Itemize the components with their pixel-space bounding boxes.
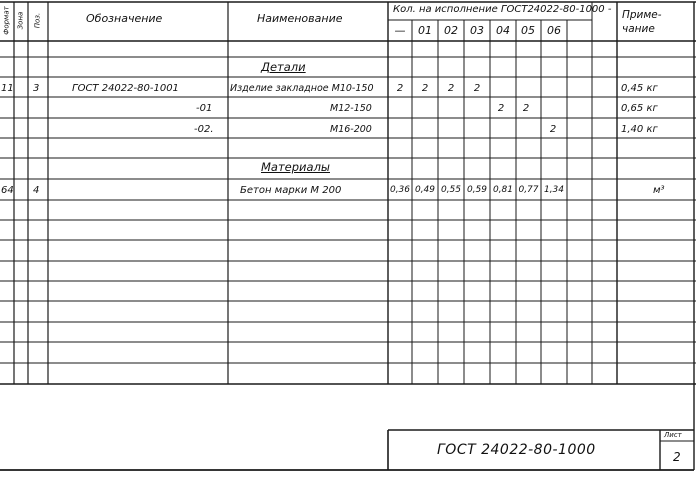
row-qty: 0,49 — [414, 185, 436, 195]
row-note: 0,45 кг — [621, 83, 658, 94]
row-qty: 2 — [549, 124, 557, 135]
row-note: м³ — [653, 185, 665, 196]
row-designation: ГОСТ 24022-80-1001 — [72, 83, 179, 94]
row-qty: 2 — [447, 83, 455, 94]
row-format: 64 — [1, 185, 14, 196]
row-qty: 2 — [396, 83, 404, 94]
row-name: Бетон марки М 200 — [240, 185, 342, 196]
row-designation: -01 — [196, 103, 213, 114]
row-qty: 0,55 — [440, 185, 462, 195]
row-position: 4 — [33, 185, 40, 196]
column-header-name: Наименование — [257, 12, 343, 25]
row-name: М12-150 — [330, 103, 372, 114]
section-title-parts: Детали — [261, 60, 306, 74]
column-header-position: Поз. — [33, 12, 42, 29]
stamp-document-number: ГОСТ 24022-80-1000 — [437, 442, 596, 458]
variant-header: — — [394, 24, 406, 37]
row-name: Изделие закладное М10-150 — [230, 83, 374, 94]
column-header-note-line1: Приме- — [622, 9, 662, 21]
column-header-zone: Зона — [16, 11, 25, 30]
variant-header: 06 — [547, 24, 561, 37]
row-name: М16-200 — [330, 124, 372, 135]
row-qty: 0,59 — [466, 185, 488, 195]
column-header-quantity: Кол. на исполнение ГОСТ24022-80-1000 - — [393, 4, 612, 15]
column-header-designation: Обозначение — [86, 12, 163, 25]
row-format: 11 — [1, 83, 14, 94]
variant-header: 04 — [496, 24, 510, 37]
row-note: 1,40 кг — [621, 124, 658, 135]
row-note: 0,65 кг — [621, 103, 658, 114]
row-qty: 0,36 — [389, 185, 411, 195]
row-qty: 1,34 — [543, 185, 565, 195]
row-qty: 2 — [473, 83, 481, 94]
variant-header: 01 — [418, 24, 432, 37]
stamp-sheet-label: Лист — [664, 431, 682, 439]
section-title-materials: Материалы — [261, 160, 330, 174]
stamp-sheet-number: 2 — [673, 450, 681, 464]
variant-header: 02 — [444, 24, 458, 37]
row-qty: 2 — [522, 103, 530, 114]
column-header-note-line2: чание — [622, 23, 655, 35]
row-position: 3 — [33, 83, 40, 94]
column-header-format: Формат — [2, 6, 11, 35]
variant-header: 03 — [470, 24, 484, 37]
row-designation: -02. — [194, 124, 214, 135]
row-qty: 2 — [497, 103, 505, 114]
variant-header: 05 — [521, 24, 535, 37]
row-qty: 2 — [421, 83, 429, 94]
row-qty: 0,77 — [518, 185, 539, 195]
row-qty: 0,81 — [492, 185, 514, 195]
